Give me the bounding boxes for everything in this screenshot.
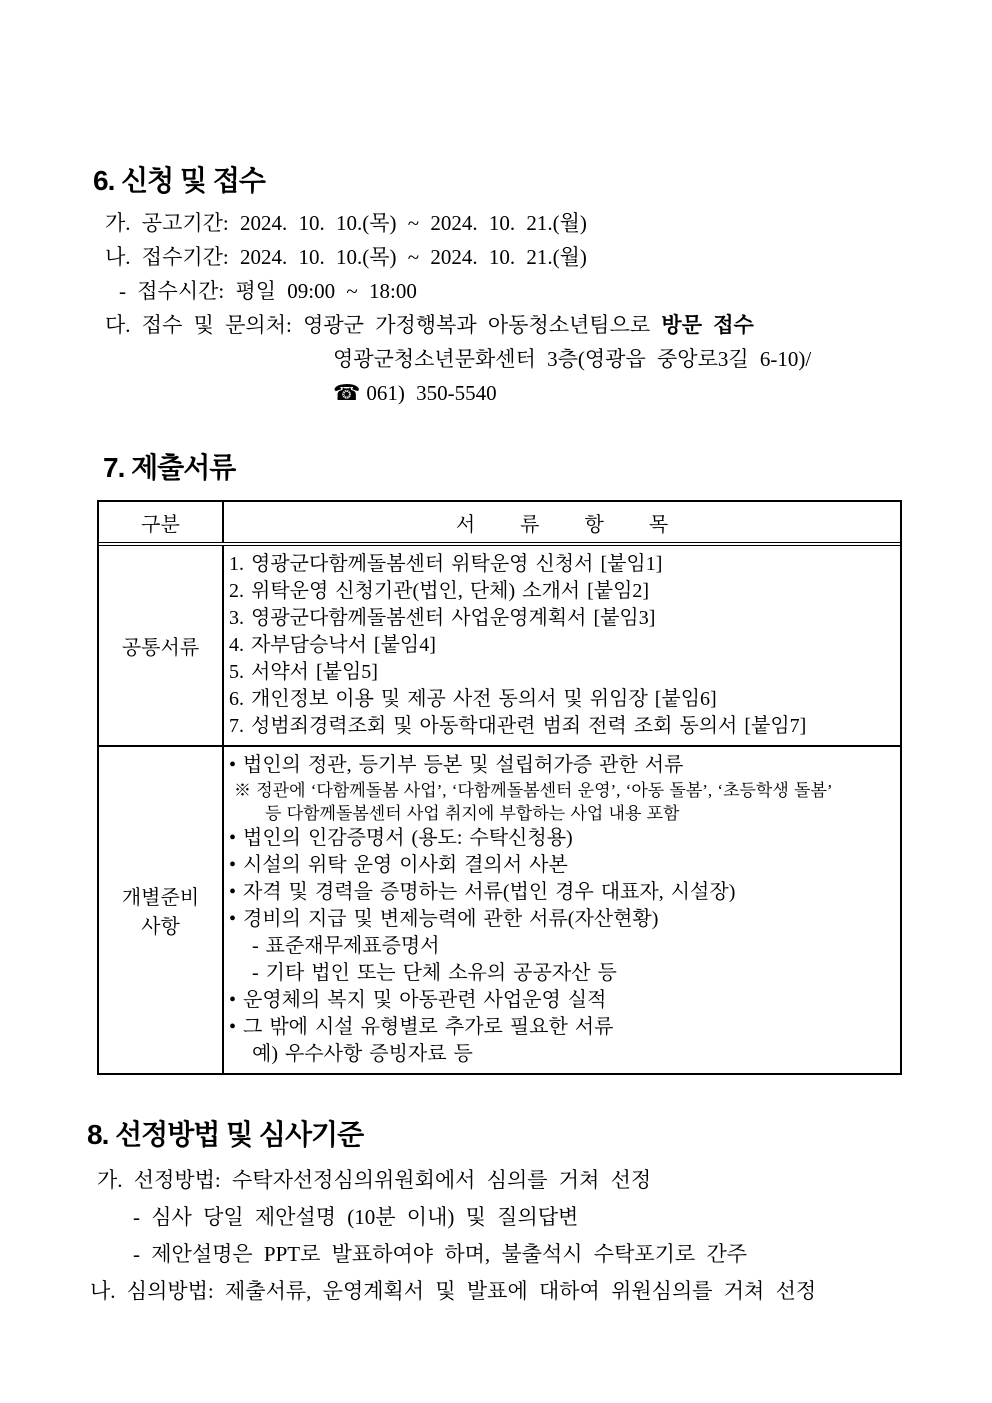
list-item: 1. 영광군다함께돌봄센터 위탁운영 신청서 [붙임1] [229,553,663,575]
address-line: 영광군청소년문화센터 3층(영광읍 중앙로3길 6-10)/ [333,347,812,371]
table-header-document-items: 서 류 항 목 [455,513,669,536]
section8-body [90,1162,952,1310]
ppt-requirement-line: - 제안설명은 PPT로 발표하여야 하며, 불출석시 수탁포기로 간주 [133,1242,748,1266]
section6-body [93,206,952,410]
row-label-common-text: 공통서류 [121,637,200,659]
row-label-individual-line2: 사항 [141,916,180,938]
table-row-common-documents [99,546,900,747]
list-item: • 자격 및 경력을 증명하는 서류(법인 경우 대표자, 시설장) [229,881,736,903]
phone-line [333,376,952,410]
list-item: 5. 서약서 [붙임5] [229,661,378,683]
list-subitem: - 표준재무제표증명서 [252,935,440,957]
section8-title: 8. 선정방법 및 심사기준 [87,1119,364,1150]
phone-number: 061) 350-5540 [366,381,497,405]
section-documents [93,450,952,1075]
contact-line-text: 다. 접수 및 문의처: 영광군 가정행복과 아동청소년팀으로 [105,313,662,337]
contact-line [105,308,952,342]
documents-table [97,500,902,1075]
reception-period-line: 나. 접수기간: 2024. 10. 10.(목) ~ 2024. 10. 21.(월) [105,245,587,269]
selection-method-line: 가. 선정방법: 수탁자선정심의위원회에서 심의를 거쳐 선정 [97,1168,652,1192]
list-example-item: 예) 우수사항 증빙자료 등 [252,1043,473,1065]
row-label-common [99,546,224,745]
presentation-line: - 심사 당일 제안설명 (10분 이내) 및 질의답변 [133,1205,579,1229]
list-subitem: - 기타 법인 또는 단체 소유의 공공자산 등 [252,962,617,984]
table-header-category: 구분 [99,502,224,542]
row-label-individual [99,747,224,1073]
list-item: 7. 성범죄경력조회 및 아동학대관련 범죄 전력 조회 동의서 [붙임7] [229,715,807,737]
list-item-note-continued: 등 다함께돌봄센터 사업 취지에 부합하는 사업 내용 포함 [265,804,680,823]
list-item-note: ※ 정관에 ‘다함께돌봄 사업’, ‘다함께돌봄센터 운영’, ‘아동 돌봄’, ‘초등학생 돌봄’ [234,781,833,800]
list-item: 2. 위탁운영 신청기관(법인, 단체) 소개서 [붙임2] [229,580,650,602]
visit-reception-emphasis: 방문 접수 [661,313,754,337]
list-item: • 법인의 정관, 등기부 등본 및 설립허가증 관한 서류 [229,754,684,776]
review-method-line: 나. 심의방법: 제출서류, 운영계획서 및 발표에 대하여 위원심의를 거쳐 선정 [90,1279,817,1303]
reception-hours-line: - 접수시간: 평일 09:00 ~ 18:00 [119,279,417,303]
row-label-individual-line1: 개별준비 [121,887,200,909]
list-item: • 시설의 위탁 운영 이사회 결의서 사본 [229,854,568,876]
section6-title: 6. 신청 및 접수 [93,165,265,196]
notice-period-line: 가. 공고기간: 2024. 10. 10.(목) ~ 2024. 10. 21.(월) [105,211,587,235]
list-item: • 운영체의 복지 및 아동관련 사업운영 실적 [229,989,607,1011]
list-item: 4. 자부담승낙서 [붙임4] [229,634,436,656]
section7-title: 7. 제출서류 [103,452,236,483]
list-item: 6. 개인정보 이용 및 제공 사전 동의서 및 위임장 [붙임6] [229,688,717,710]
list-item: • 법인의 인감증명서 (용도: 수탁신청용) [229,827,573,849]
phone-icon: ☎ [333,380,361,405]
list-item: 3. 영광군다함께돌봄센터 사업운영계획서 [붙임3] [229,607,656,629]
table-header-row [99,502,900,546]
section-application [93,163,952,410]
individual-documents-cell [224,747,900,1073]
section-selection-method [87,1117,952,1310]
table-row-individual-documents [99,747,900,1073]
list-item: • 경비의 지급 및 변제능력에 관한 서류(자산현황) [229,908,659,930]
list-item: • 그 밖에 시설 유형별로 추가로 필요한 서류 [229,1016,614,1038]
common-documents-cell [224,546,900,745]
